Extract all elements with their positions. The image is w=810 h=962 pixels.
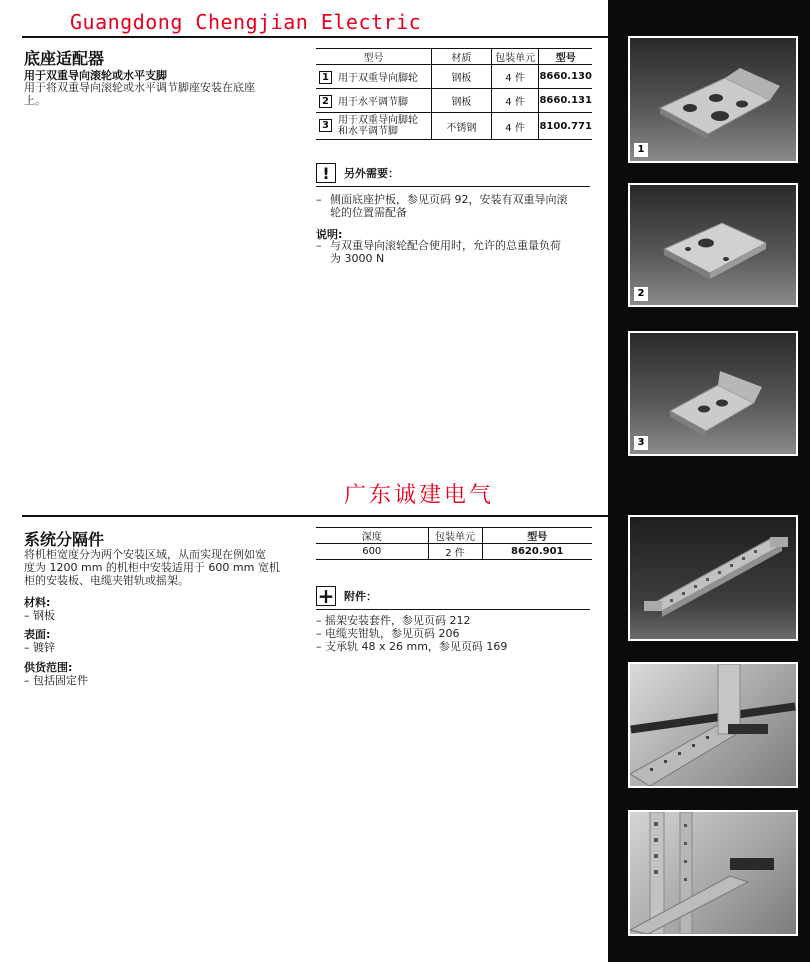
section2-spec-table bbox=[316, 527, 592, 560]
table-row bbox=[316, 65, 592, 89]
section2-description-line: 将机柜宽度分为两个安装区域，从而实现在例如宽 bbox=[24, 548, 266, 561]
section1-description bbox=[24, 81, 255, 107]
section1-spec-table bbox=[316, 48, 592, 140]
table-header-row bbox=[316, 528, 592, 544]
row-material: 钢板 bbox=[431, 65, 491, 89]
col-header-depth: 深度 bbox=[316, 528, 428, 544]
section2-description bbox=[24, 548, 280, 587]
row-code: 8100.771 bbox=[539, 113, 592, 140]
brand-watermark-cn: 广东诚建电气 bbox=[344, 483, 495, 508]
list-text: 侧面底座护板，参见页码 92，安装有双重导向滚 bbox=[330, 193, 568, 206]
row-number: 1 bbox=[319, 71, 332, 84]
section1-title: 底座适配器 bbox=[24, 49, 105, 68]
list-text: 为 3000 N bbox=[330, 252, 385, 265]
photo-badge: 2 bbox=[634, 287, 648, 301]
col-header-pack: 包装单元 bbox=[428, 528, 482, 544]
row-name: 用于双重导向脚轮 bbox=[338, 72, 418, 84]
list-item: – 电缆夹钳轨，参见页码 206 bbox=[316, 627, 460, 640]
section2-title: 系统分隔件 bbox=[24, 530, 105, 549]
installed-divider-image bbox=[630, 664, 796, 786]
adapter-plate-2-image bbox=[630, 185, 796, 305]
row-name-cell bbox=[316, 89, 431, 113]
list-bullet: – bbox=[316, 193, 322, 206]
surface-label: 表面: bbox=[24, 628, 51, 641]
product-photo-installed-2 bbox=[628, 810, 798, 936]
table-row bbox=[316, 89, 592, 113]
row-name-cell bbox=[316, 113, 431, 140]
row-code: 8660.131 bbox=[539, 89, 592, 113]
row-pack: 4 件 bbox=[491, 113, 539, 140]
section-divider-top bbox=[22, 36, 608, 38]
table-row bbox=[316, 113, 592, 140]
note-list bbox=[316, 239, 561, 265]
row-pack: 4 件 bbox=[491, 65, 539, 89]
exclamation-icon: ! bbox=[316, 163, 336, 183]
product-photo-1 bbox=[628, 36, 798, 163]
accessories-title: 附件： bbox=[344, 590, 377, 603]
accessories-header bbox=[316, 586, 590, 610]
list-item: – 摇架安装套件，参见页码 212 bbox=[316, 614, 471, 627]
section1-description-line: 用于将双重导向滚轮或水平调节脚座安装在底座 bbox=[24, 81, 255, 94]
row-pack: 2 件 bbox=[428, 544, 482, 560]
product-photo-3 bbox=[628, 331, 798, 456]
col-header-material: 材质 bbox=[431, 49, 491, 65]
row-code: 8660.130 bbox=[539, 65, 592, 89]
row-name: 用于水平调节脚 bbox=[338, 96, 408, 108]
list-text: 与双重导向滚轮配合使用时，允许的总重量负荷 bbox=[330, 239, 561, 252]
adapter-plate-1-image bbox=[630, 38, 796, 161]
material-label: 材料: bbox=[24, 596, 51, 609]
row-material: 钢板 bbox=[431, 89, 491, 113]
photo-badge: 3 bbox=[634, 436, 648, 450]
section1-description-line: 上。 bbox=[24, 94, 46, 107]
adapter-plate-3-image bbox=[630, 333, 796, 454]
list-item bbox=[316, 239, 561, 252]
row-name bbox=[319, 115, 431, 137]
row-number: 3 bbox=[319, 119, 332, 132]
row-name-line: 用于双重导向脚轮 bbox=[338, 115, 418, 126]
row-number: 2 bbox=[319, 95, 332, 108]
product-photo-2 bbox=[628, 183, 798, 307]
list-item bbox=[316, 252, 561, 265]
list-item: – 支承轨 48 x 26 mm，参见页码 169 bbox=[316, 640, 508, 653]
list-item bbox=[316, 206, 568, 219]
divider-rail-image bbox=[630, 517, 796, 639]
plus-icon: + bbox=[317, 584, 335, 608]
row-name-line: 和水平调节脚 bbox=[338, 126, 398, 137]
supply-label: 供货范围: bbox=[24, 661, 73, 674]
supply-item: – 包括固定件 bbox=[24, 674, 88, 687]
col-header-code: 型号 bbox=[482, 528, 592, 544]
brand-watermark-en: Guangdong Chengjian Electric bbox=[70, 10, 422, 34]
row-depth: 600 bbox=[316, 544, 428, 560]
table-header-row bbox=[316, 49, 592, 65]
also-required-list bbox=[316, 193, 568, 219]
section2-description-line: 柜的安装板、电缆夹钳轨或摇架。 bbox=[24, 574, 189, 587]
row-pack: 4 件 bbox=[491, 89, 539, 113]
col-header-code: 型号 bbox=[539, 49, 592, 65]
list-text: 轮的位置需配备 bbox=[330, 206, 407, 219]
section2-description-line: 度为 1200 mm 的机柜中安装适用于 600 mm 宽机 bbox=[24, 561, 280, 574]
product-photo-installed-1 bbox=[628, 662, 798, 788]
section-divider-middle bbox=[22, 515, 608, 517]
product-photo-divider-rail bbox=[628, 515, 798, 641]
also-required-header bbox=[316, 163, 590, 187]
row-code: 8620.901 bbox=[482, 544, 592, 560]
list-item bbox=[316, 193, 568, 206]
installed-divider-frame-image bbox=[630, 812, 796, 934]
col-header-pack: 包装单元 bbox=[491, 49, 539, 65]
accessories-list bbox=[316, 614, 507, 653]
material-item: – 钢板 bbox=[24, 609, 55, 622]
section1-subtitle: 用于双重导向滚轮或水平支脚 bbox=[24, 69, 167, 82]
row-material: 不锈钢 bbox=[431, 113, 491, 140]
row-name-cell bbox=[316, 65, 431, 89]
table-row bbox=[316, 544, 592, 560]
note-title: 说明: bbox=[316, 228, 343, 241]
photo-badge: 1 bbox=[634, 143, 648, 157]
also-required-title: 另外需要： bbox=[344, 167, 399, 180]
col-header-model: 型号 bbox=[316, 49, 431, 65]
list-bullet: – bbox=[316, 239, 322, 252]
surface-item: – 镀锌 bbox=[24, 641, 55, 654]
